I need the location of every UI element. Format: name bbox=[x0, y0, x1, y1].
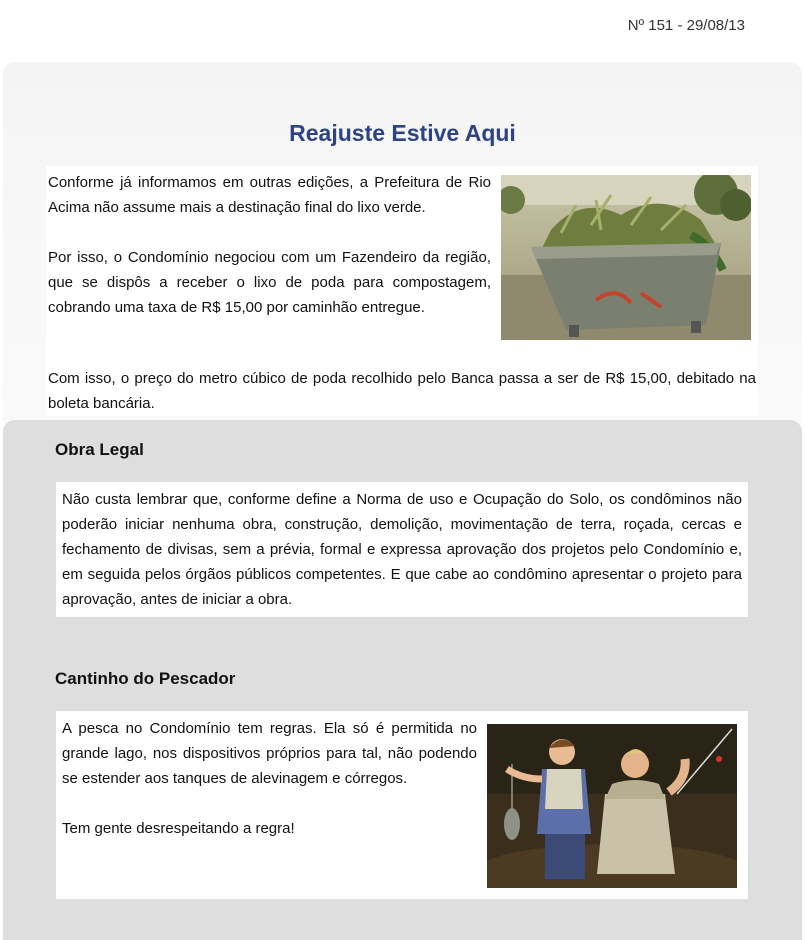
fishing-illustration bbox=[487, 724, 737, 888]
paragraph: Conforme já informamos em outras edições, a Prefeitura de Rio Acima não assume mais a destinação final do lixo verde. bbox=[48, 174, 491, 216]
article-pescador-text bbox=[62, 716, 477, 866]
paragraph: Tem gente desrespeitando a regra! bbox=[62, 820, 295, 837]
paragraph: Não custa lembrar que, conforme define a Norma de uso e Ocupação do Solo, os condôminos não poderão iniciar nenhuma obra, construção, demolição, movimentação de terra, roçada, cercas e fechamento de divisas, sem a prévia, formal e expressa aprovação dos projetos pelo Condomínio e, em seguida pelos órgãos públicos competentes. E que cabe ao condômino apresentar o projeto para aprovação, antes de iniciar a obra. bbox=[62, 491, 742, 608]
article-reajuste-text bbox=[48, 170, 491, 345]
section-title-obra-legal: Obra Legal bbox=[55, 440, 144, 459]
fishing-father-son-photo bbox=[487, 724, 737, 888]
article-title-reajuste: Reajuste Estive Aqui bbox=[289, 120, 516, 146]
article-reajuste bbox=[46, 166, 758, 416]
green-waste-dumpster-photo bbox=[501, 175, 751, 340]
paragraph: Por isso, o Condomínio negociou com um Fazendeiro da região, que se dispôs a receber o lixo de poda para compostagem, cobrando uma taxa de R$ 15,00 por caminhão entregue. bbox=[48, 249, 491, 316]
article-obra-legal bbox=[56, 482, 748, 617]
paragraph: A pesca no Condomínio tem regras. Ela só é permitida no grande lago, nos dispositivos próprios para tal, não podendo se estender aos tanques de alevinagem e córregos. bbox=[62, 720, 477, 787]
paragraph: Com isso, o preço do metro cúbico de poda recolhido pelo Banca passa a ser de R$ 15,00, debitado na boleta bancária. bbox=[48, 370, 756, 412]
issue-number-date: Nº 151 - 29/08/13 bbox=[627, 17, 745, 34]
article-cantinho-pescador bbox=[56, 711, 748, 899]
dumpster-illustration bbox=[501, 175, 751, 340]
section-title-cantinho-pescador: Cantinho do Pescador bbox=[55, 669, 236, 688]
